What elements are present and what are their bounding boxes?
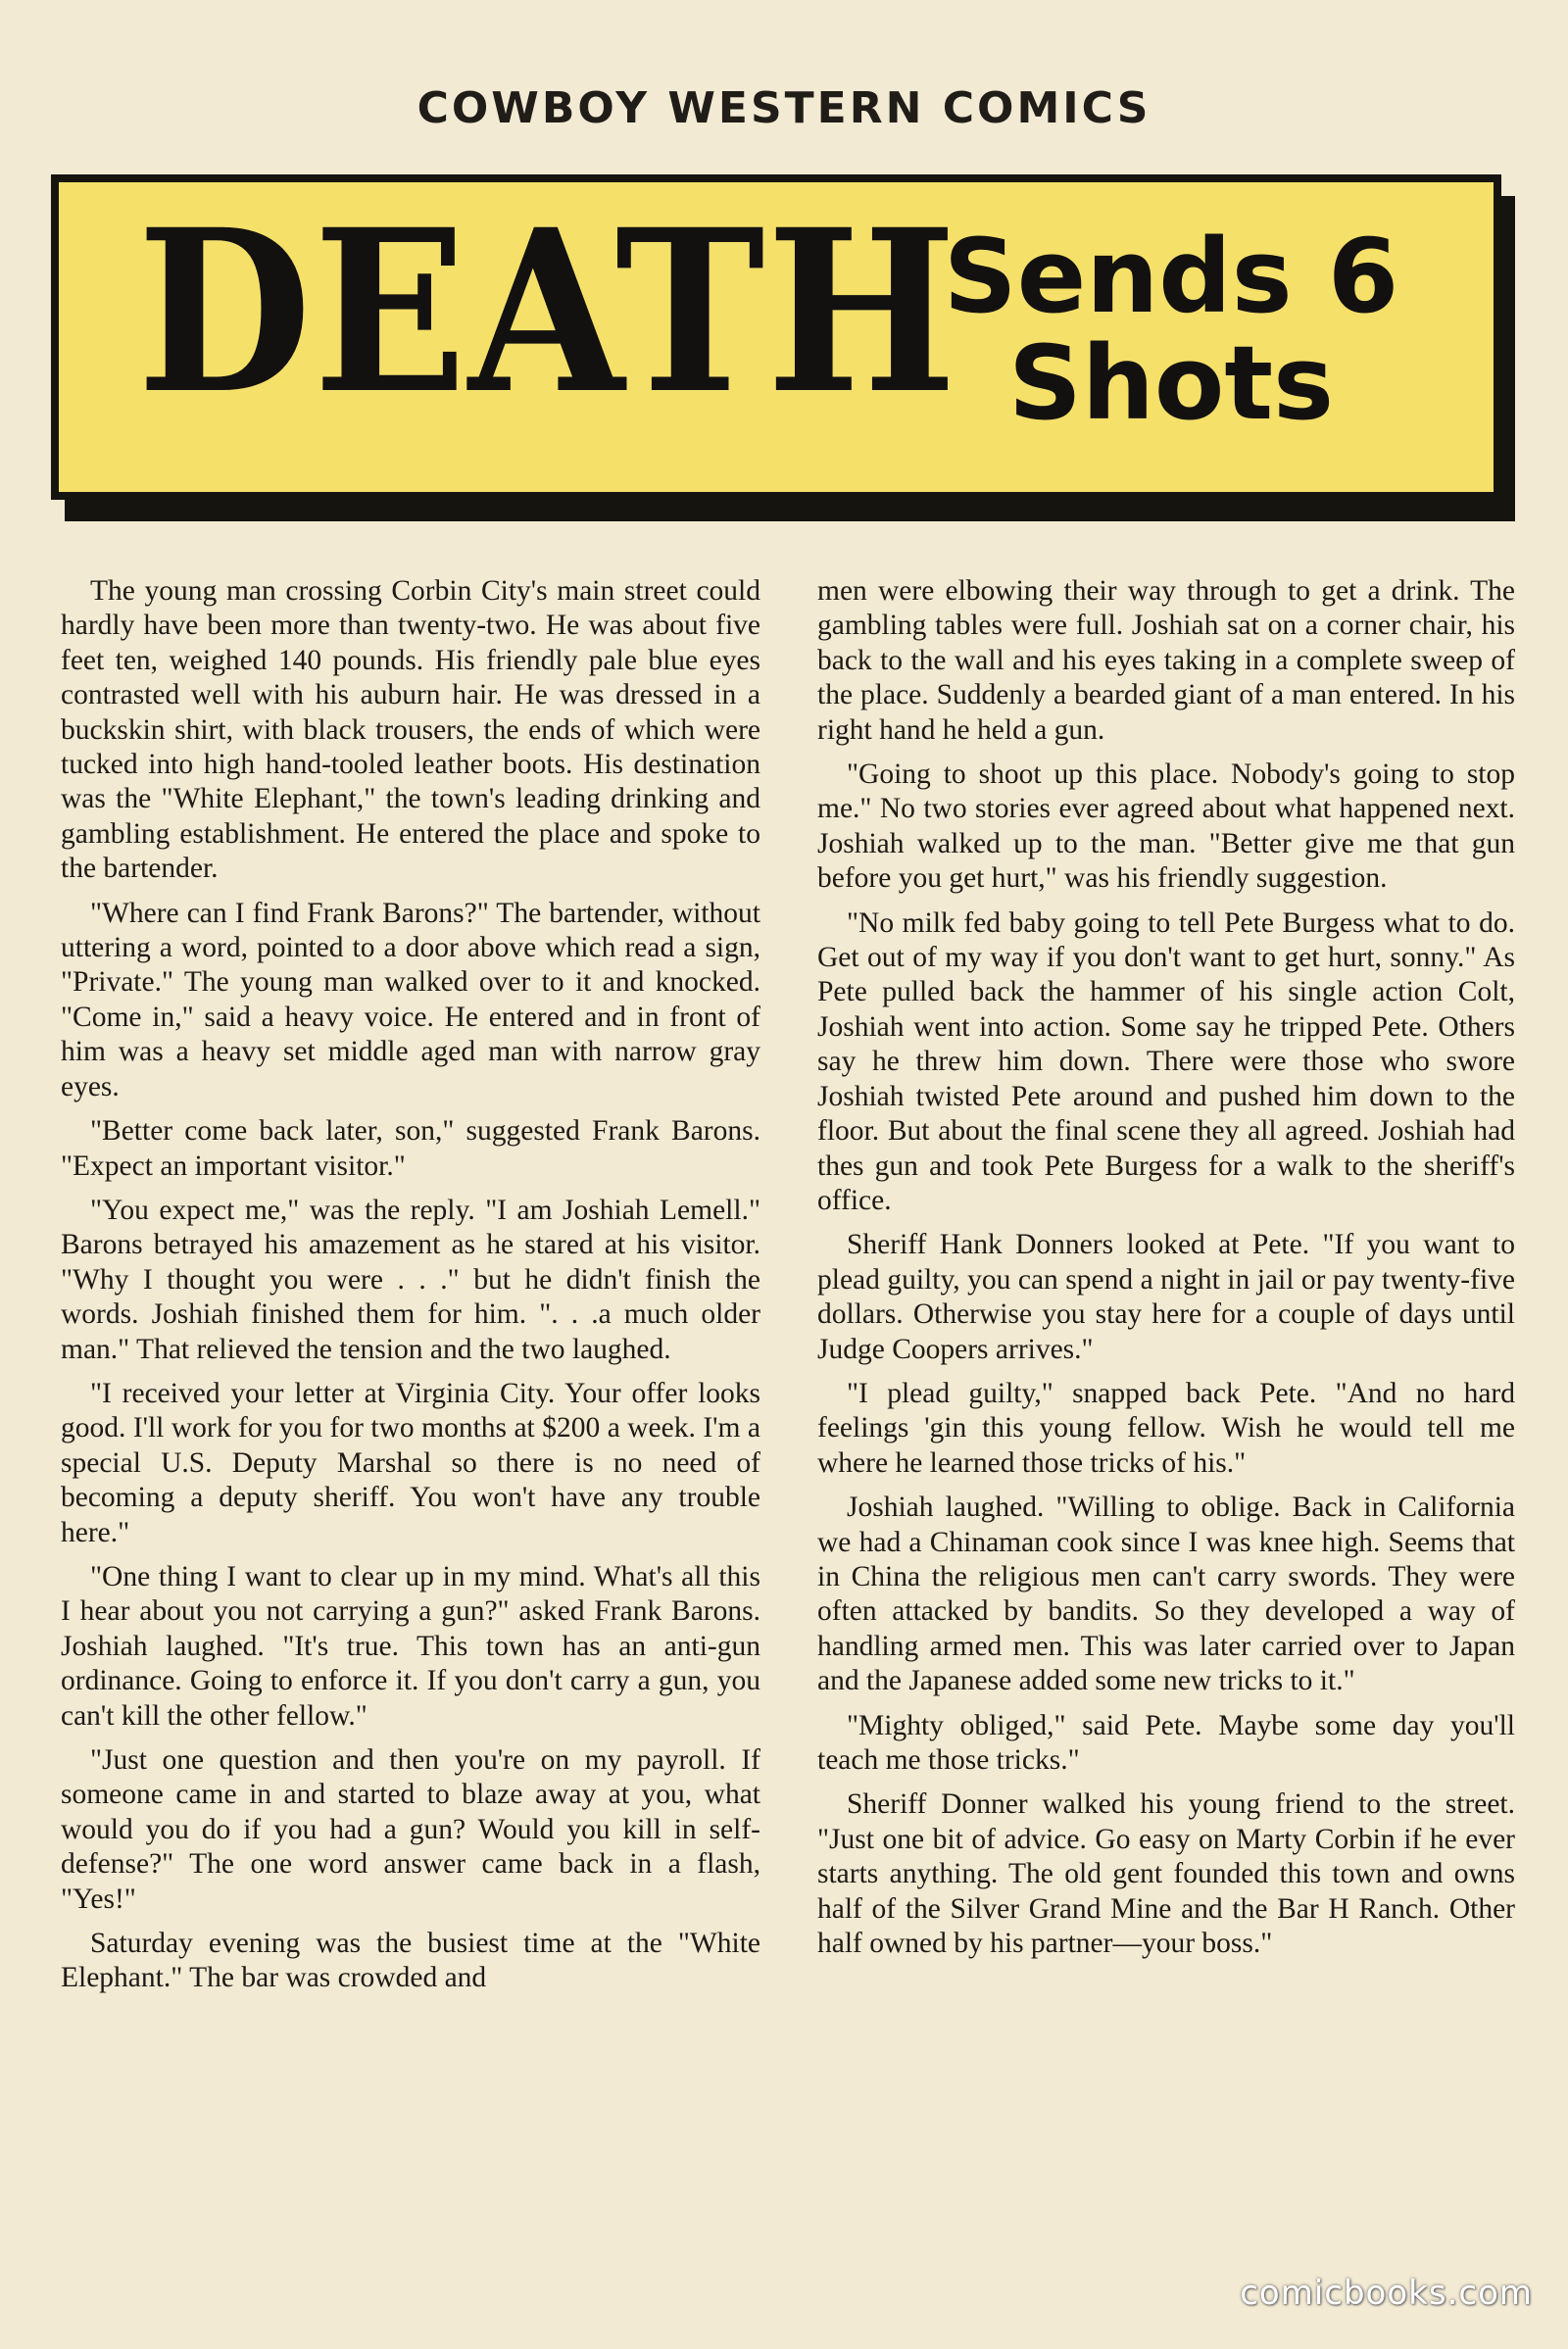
paragraph: "Just one question and then you're on my payroll. If someone came in and started to blaze away at you, what would you do if you had a gun? Would you kill in self-defense?" The one word answer came back in a flash, "Yes!"	[61, 1744, 760, 1915]
paragraph: Saturday evening was the busiest time at the "White Elephant." The bar was crowded and	[61, 1928, 760, 1994]
paragraph: "Going to shoot up this place. Nobody's going to stop me." No two stories ever agreed about what happened next. Joshiah walked up to the man. "Better give me that gun before you get hurt," was his friendly suggestion.	[817, 759, 1515, 895]
paragraph: The young man crossing Corbin City's main street could hardly have been more than twenty-two. He was about five feet ten, weighed 140 pounds. His friendly pale blue eyes contrasted well with his auburn hair. He was dressed in a buckskin shirt, with black trousers, the ends of which were tucked into high hand-tooled leather boots. His destination was the "White Elephant," the town's leading drinking and gambling establishment. He entered the place and spoke to the bartender.	[61, 575, 760, 885]
story-title-death: DEATH	[137, 180, 958, 443]
story-title-subtitle	[862, 217, 1480, 444]
paragraph: "No milk fed baby going to tell Pete Burgess what to do. Get out of my way if you don't want to get hurt, sonny." As Pete pulled back the hammer of his single action Colt, Joshiah went into action. Some say he tripped Pete. Others say he threw him down. There were those who swore Joshiah twisted Pete around and pushed him down to the floor. But about the final scene they all agreed. Joshiah had thes gun and took Pete Burgess for a walk to the sheriff's office.	[817, 906, 1515, 1216]
paragraph: Joshiah laughed. "Willing to oblige. Back in California we had a Chinaman cook since I was knee high. Seems that in China the religious men can't carry swords. They were often attacked by bandits. So they developed a way of handling armed men. This was later carried over to Japan and the Japanese added some new tricks to it."	[817, 1492, 1515, 1697]
story-title-line-1: Sends 6	[943, 217, 1399, 336]
paragraph-continued: men were elbowing their way through to get a drink. The gambling tables were full. Joshiah sat on a corner chair, his back to the wall and his eyes taking in a complete sweep of the place. Suddenly a bearded giant of a man entered. In his right hand he held a gun.	[817, 575, 1515, 746]
paragraph: "You expect me," was the reply. "I am Joshiah Lemell." Barons betrayed his amazement as he stared at his visitor. "Why I thought you were . . ." but he didn't finish the words. Joshiah finished them for him. ". . .a much older man." That relieved the tension and the two laughed.	[61, 1194, 760, 1365]
site-watermark: comicbooks.com	[1240, 2274, 1533, 2313]
paragraph: "Where can I find Frank Barons?" The bartender, without uttering a word, pointed to a door above which read a sign, "Private." The young man walked over to it and knocked. "Come in," said a heavy voice. He entered and in front of him was a heavy set middle aged man with narrow gray eyes.	[61, 897, 760, 1102]
right-column	[817, 574, 1515, 1971]
paragraph: "Better come back later, son," suggested Frank Barons. "Expect an important visitor."	[61, 1115, 760, 1182]
running-head: COWBOY WESTERN COMICS	[416, 83, 1152, 133]
paragraph: Sheriff Donner walked his young friend to the street. "Just one bit of advice. Go easy on Marty Corbin if he ever starts anything. The old gent founded this town and owns half of the Silver Grand Mine and the Bar H Ranch. Other half owned by his partner—your boss."	[817, 1788, 1515, 1960]
paragraph: "One thing I want to clear up in my mind. What's all this I hear about you not carrying a gun?" asked Frank Barons. Joshiah laughed. "It's true. This town has an anti-gun ordinance. Going to enforce it. If you don't carry a gun, you can't kill the other fellow."	[61, 1560, 760, 1732]
story-title-line-2: Shots	[1007, 323, 1334, 444]
paragraph: "I plead guilty," snapped back Pete. "And no hard feelings 'gin this young fellow. Wish he would tell me where he learned those tricks of his."	[817, 1377, 1515, 1479]
paragraph: Sheriff Hank Donners looked at Pete. "If you want to plead guilty, you can spend a night in jail or pay twenty-five dollars. Otherwise you stay here for a couple of days until Judge Coopers arrives."	[817, 1229, 1515, 1365]
paragraph: "Mighty obliged," said Pete. Maybe some day you'll teach me those tricks."	[817, 1709, 1515, 1776]
paragraph: "I received your letter at Virginia City. Your offer looks good. I'll work for you for two months at $200 a week. I'm a special U.S. Deputy Marshal so there is no need of becoming a deputy sheriff. You won't have any trouble here."	[61, 1377, 760, 1548]
left-column	[61, 574, 760, 2006]
